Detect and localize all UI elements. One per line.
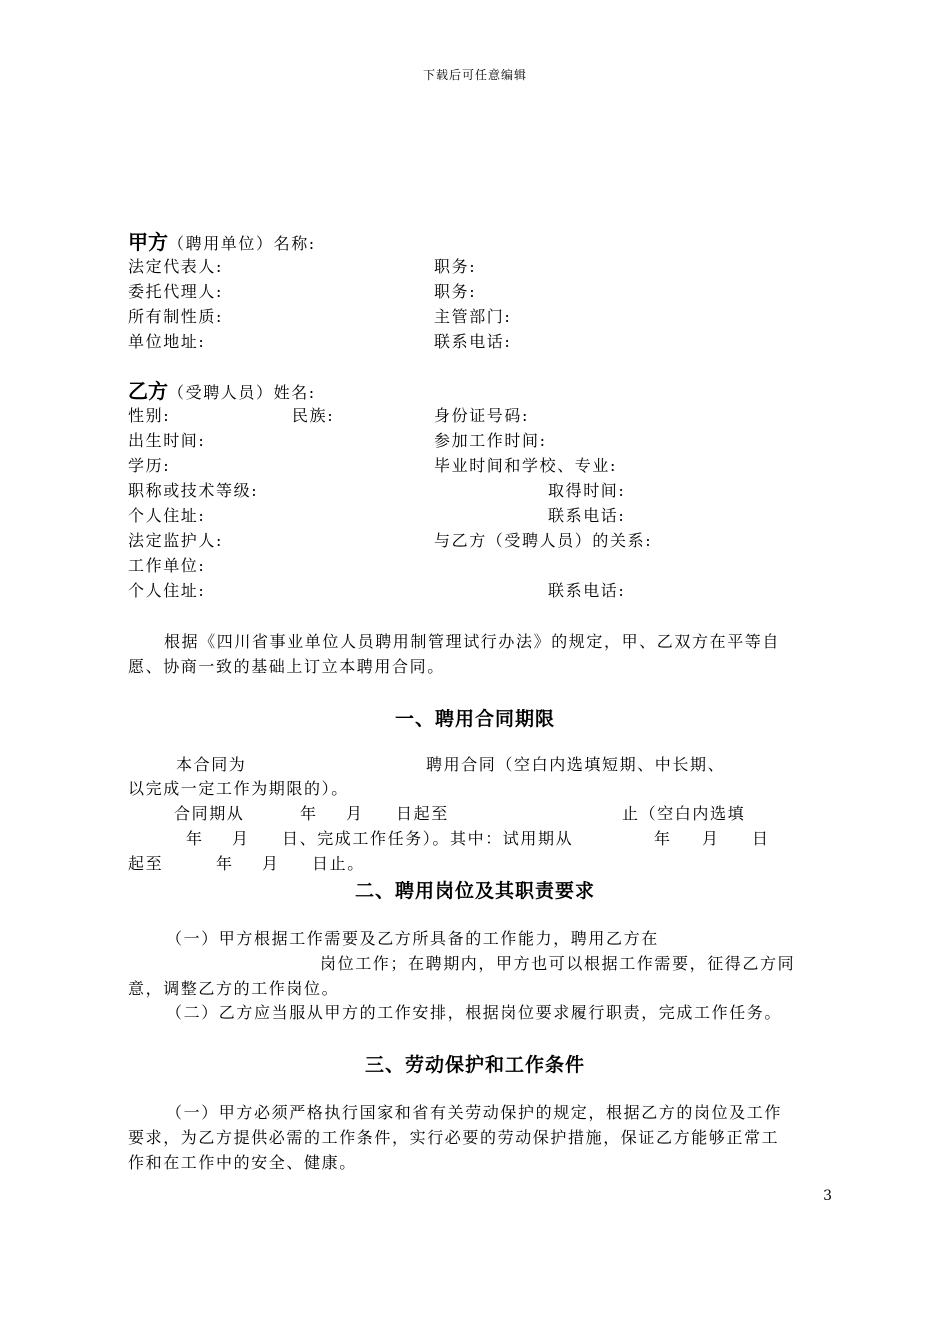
personal-phone-label: 联系电话:: [548, 506, 626, 525]
ownership-label: 所有制性质:: [128, 307, 223, 326]
intro-line: 根据《四川省事业单位人员聘用制管理试行办法》的规定，甲、乙双方在平等自: [164, 632, 781, 651]
agent-label: 委托代理人:: [128, 282, 223, 301]
party-a-row: [128, 307, 512, 327]
s3-line: 作和在工作中的安全、健康。: [128, 1153, 357, 1172]
legal-rep-label: 法定代表人:: [128, 257, 223, 276]
s1-line: 以完成一定工作为期限的）。: [128, 779, 349, 798]
birth-label: 出生时间:: [128, 431, 206, 450]
section-heading: 三、劳动保护和工作条件: [364, 1054, 585, 1076]
party-a-title: [128, 232, 316, 254]
party-a-row: [128, 282, 477, 302]
s1-text: 起至: [128, 854, 164, 873]
intro-line: 愿、协商一致的基础上订立本聘用合同。: [128, 657, 445, 676]
s1-text: 止（空白内选填: [622, 804, 746, 823]
guardian-label: 法定监护人:: [128, 531, 223, 550]
personal-address-label: 个人住址:: [128, 506, 206, 525]
guardian-work-label: 工作单位:: [128, 556, 206, 575]
party-a-name-label: （聘用单位）名称:: [168, 234, 316, 253]
phone-label: 联系电话:: [434, 332, 512, 351]
graduation-label: 毕业时间和学校、专业:: [434, 456, 617, 475]
s3-line: 要求，为乙方提供必需的工作条件，实行必要的劳动保护措施，保证乙方能够正常工: [128, 1128, 780, 1147]
guardian-address-label: 个人住址:: [128, 581, 206, 600]
s1-text: 月: [262, 854, 280, 873]
s2-line: 意，调整乙方的工作岗位。: [128, 979, 340, 998]
s1-text: 年: [216, 854, 234, 873]
s1-text: 年: [186, 829, 204, 848]
department-label: 主管部门:: [434, 307, 512, 326]
obtain-time-label: 取得时间:: [548, 481, 626, 500]
party-a-row: [128, 332, 512, 352]
ethnicity-label: 民族:: [292, 406, 335, 425]
party-b-row: [128, 431, 547, 451]
s1-text: 月: [232, 829, 250, 848]
party-b-row: [128, 481, 626, 501]
education-label: 学历:: [128, 456, 171, 475]
s1-text: 日起至: [396, 804, 449, 823]
party-b-row: [128, 581, 626, 601]
s2-line: （二）乙方应当服从甲方的工作安排，根据岗位要求履行职责，完成工作任务。: [166, 1003, 783, 1022]
party-b-row: [128, 406, 529, 426]
s3-line: （一）甲方必须严格执行国家和省有关劳动保护的规定，根据乙方的岗位及工作: [166, 1103, 783, 1122]
s2-line: 岗位工作；在聘期内，甲方也可以根据工作需要，征得乙方同: [320, 954, 796, 973]
party-b-name-label: （受聘人员）姓名:: [168, 383, 316, 402]
page-number: 3: [823, 1188, 832, 1204]
s1-line: 合同期从: [174, 804, 245, 823]
party-b-row: [128, 556, 205, 576]
party-b-row: [128, 531, 653, 551]
agent-post-label: 职务:: [434, 282, 477, 301]
id-number-label: 身份证号码:: [434, 406, 529, 425]
s1-text: 日、完成工作任务）。其中：试用期从: [282, 829, 574, 848]
address-label: 单位地址:: [128, 332, 206, 351]
gender-label: 性别:: [128, 406, 171, 425]
party-b-row: [128, 456, 617, 476]
s1-text: 年: [300, 804, 318, 823]
relation-label: 与乙方（受聘人员）的关系:: [434, 531, 653, 550]
section-heading: 二、聘用岗位及其职责要求: [354, 880, 595, 902]
page-header: 下载后可任意编辑: [422, 68, 527, 82]
guardian-phone-label: 联系电话:: [548, 581, 626, 600]
s1-text: 年: [654, 829, 672, 848]
party-b-title: [128, 381, 316, 403]
party-a-label: 甲方: [128, 230, 168, 254]
s1-line: 本合同为: [176, 755, 247, 774]
s1-text: 日止。: [312, 854, 365, 873]
legal-rep-post-label: 职务:: [434, 257, 477, 276]
s1-text: 日: [752, 829, 770, 848]
s1-text: 月: [702, 829, 720, 848]
s1-line: 聘用合同（空白内选填短期、中长期、: [426, 755, 726, 774]
party-a-row: [128, 257, 477, 277]
party-b-label: 乙方: [128, 379, 168, 403]
party-b-row: [128, 506, 626, 526]
work-start-label: 参加工作时间:: [434, 431, 547, 450]
s2-line: （一）甲方根据工作需要及乙方所具备的工作能力，聘用乙方在: [166, 929, 659, 948]
title-level-label: 职称或技术等级:: [128, 481, 259, 500]
s1-text: 月: [346, 804, 364, 823]
section-heading: 一、聘用合同期限: [394, 708, 555, 730]
